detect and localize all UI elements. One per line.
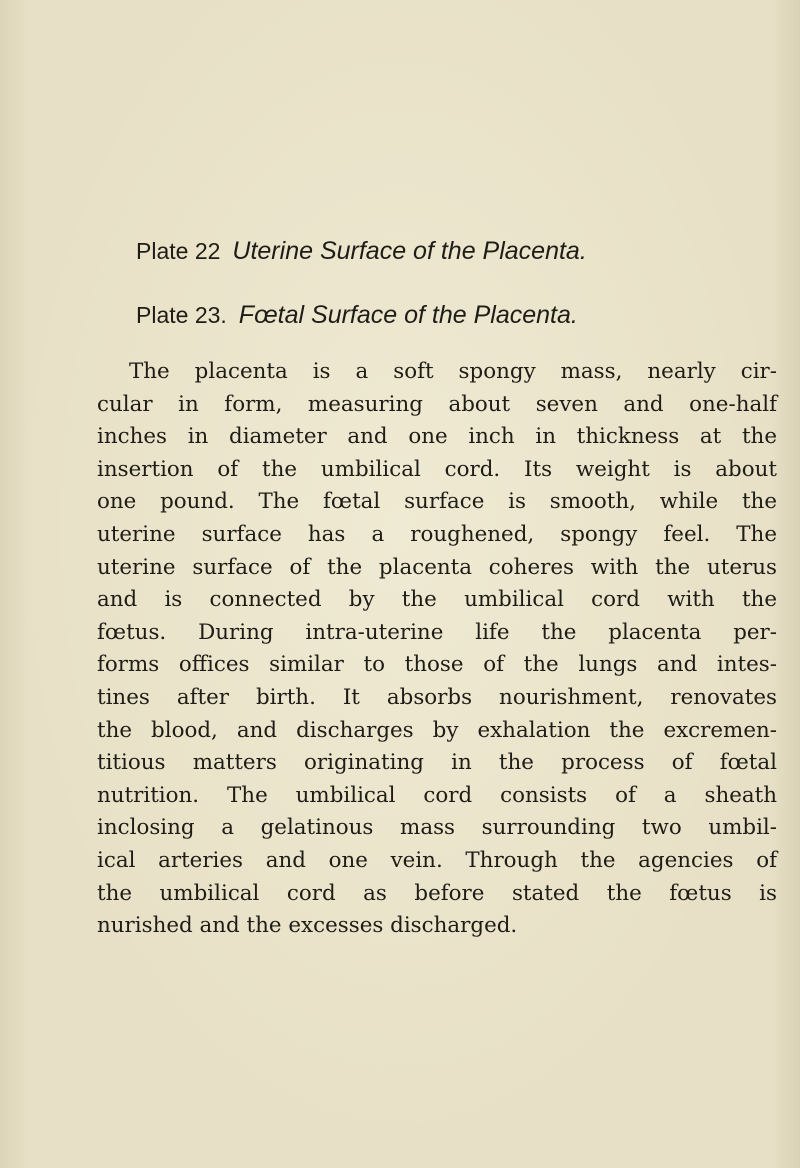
text-line: ical arteries and one vein. Through the agencies of: [97, 847, 777, 873]
text-line: and is connected by the umbilical cord with the: [97, 587, 777, 613]
text-line: nurished and the excesses discharged.: [97, 913, 518, 939]
text-line: the umbilical cord as before stated the fœtus is: [97, 880, 777, 906]
plate-23-heading: [136, 300, 578, 331]
text-line: nutrition. The umbilical cord consists of a sheath: [97, 782, 777, 808]
text-line: one pound. The fœtal surface is smooth, while the: [97, 489, 777, 515]
text-line: insertion of the umbilical cord. Its weight is about: [97, 456, 777, 482]
text-line: forms offices similar to those of the lungs and intes-: [97, 652, 777, 678]
text-line: titious matters originating in the process of fœtal: [97, 750, 777, 776]
plate-number: Plate 22: [136, 238, 221, 264]
text-line: uterine surface has a roughened, spongy feel. The: [97, 521, 777, 547]
plate-number: Plate 23.: [136, 302, 227, 328]
plate-title: Fœtal Surface of the Placenta.: [238, 301, 578, 329]
text-line: inclosing a gelatinous mass surrounding two umbil-: [97, 815, 777, 841]
body-paragraph: [97, 356, 777, 943]
plate-title: Uterine Surface of the Placenta.: [232, 237, 587, 265]
text-line: uterine surface of the placenta coheres with the uterus: [97, 554, 777, 580]
text-line: cular in form, measuring about seven and one-half: [97, 391, 777, 417]
text-line: The placenta is a soft spongy mass, nearly cir-: [129, 359, 777, 384]
text-line: inches in diameter and one inch in thickness at the: [97, 424, 777, 450]
text-line: fœtus. During intra-uterine life the placenta per-: [97, 619, 777, 645]
text-line: tines after birth. It absorbs nourishment, renovates: [97, 684, 777, 710]
plate-22-heading: [136, 236, 587, 267]
text-line: the blood, and discharges by exhalation the excremen-: [97, 717, 777, 743]
